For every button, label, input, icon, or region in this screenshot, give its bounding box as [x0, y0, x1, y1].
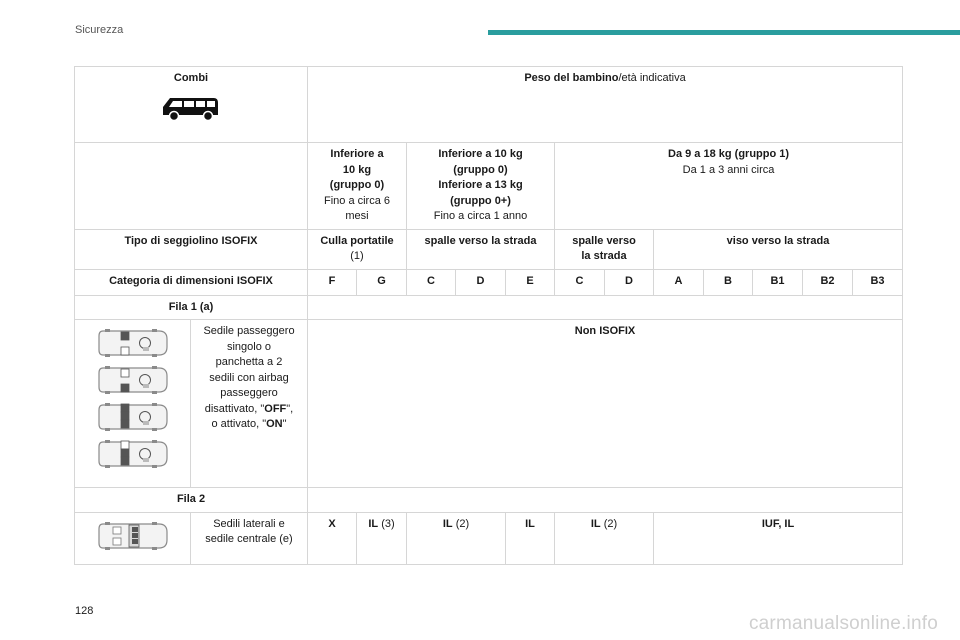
size-class: B1: [753, 269, 803, 295]
size-class: C: [555, 269, 605, 295]
weight-heading-suffix: /età indicativa: [618, 72, 686, 84]
header-accent-bar: [488, 30, 960, 35]
seat-type-note: (1): [350, 250, 364, 262]
group-text: Inferiore a 10 kg: [438, 148, 523, 160]
seat-text: sedile centrale (e): [205, 533, 293, 545]
group-cell: [555, 143, 903, 230]
group-text: (gruppo 0): [329, 179, 385, 191]
isofix-value: [407, 512, 506, 564]
empty-cell: [75, 143, 308, 230]
seat-type: la strada: [581, 250, 627, 262]
seat-text: passeggero: [220, 387, 278, 399]
weight-heading-cell: [308, 67, 903, 143]
empty-cell: [308, 295, 903, 320]
vehicle-cell: [75, 67, 308, 143]
seat-type-cell: [308, 229, 407, 269]
size-class: G: [357, 269, 407, 295]
section-title: Sicurezza: [75, 24, 124, 36]
size-class-label: Categoria di dimensioni ISOFIX: [75, 269, 308, 295]
table-row: [75, 229, 903, 269]
table-row: [75, 512, 903, 564]
group-age: mesi: [345, 210, 369, 222]
seat-text: [194, 417, 304, 433]
seat-text: panchetta a 2: [215, 356, 283, 368]
table-row: [75, 320, 903, 488]
size-class: A: [654, 269, 704, 295]
group-age: Fino a circa 1 anno: [433, 210, 528, 222]
value-note: (2): [452, 517, 470, 530]
row-label: Fila 2: [75, 488, 308, 513]
size-class: B2: [803, 269, 853, 295]
seat-type: viso verso la strada: [654, 229, 903, 269]
airbag-off-label: OFF: [264, 402, 287, 415]
row-label: Fila 1 (a): [75, 295, 308, 320]
table-row: [75, 295, 903, 320]
seat-text: Sedile passeggero: [203, 325, 295, 337]
table-row: [75, 67, 903, 143]
value-code: IL: [525, 517, 535, 530]
size-class: C: [407, 269, 456, 295]
size-class: F: [308, 269, 357, 295]
size-class: E: [506, 269, 555, 295]
seat-diagram-icon: [97, 519, 169, 553]
seat-text: [194, 402, 304, 418]
van-side-icon: [160, 93, 222, 123]
seat-type-cell: [555, 229, 654, 269]
seat-type: spalle verso: [572, 234, 636, 247]
value-code: X: [328, 517, 336, 530]
group-text: Inferiore a 13 kg: [438, 179, 523, 191]
size-class: D: [605, 269, 654, 295]
seat-description: [191, 320, 308, 488]
table-row: [75, 269, 903, 295]
value-code: IUF, IL: [761, 517, 795, 530]
group-text: Inferiore a: [330, 148, 384, 160]
weight-heading: Peso del bambino: [524, 72, 619, 84]
seat-diagram-icon: [97, 326, 169, 360]
isofix-value: [506, 512, 555, 564]
seat-diagram-icon: [97, 400, 169, 434]
seat-text-part: disattivato, ": [204, 402, 265, 415]
seat-type: Culla portatile: [320, 234, 394, 247]
seat-text: singolo o: [226, 340, 272, 353]
seat-description: [191, 512, 308, 564]
seat-type-label: Tipo di seggiolino ISOFIX: [75, 229, 308, 269]
seat-diagram-cell: [75, 320, 191, 488]
seat-type: spalle verso la strada: [407, 229, 555, 269]
group-age: Da 1 a 3 anni circa: [682, 163, 775, 176]
group-text: (gruppo 0+): [450, 194, 511, 207]
seat-text-part: ": [282, 418, 287, 430]
value-code: IL: [590, 517, 601, 530]
vehicle-label: Combi: [173, 72, 209, 84]
empty-cell: [308, 488, 903, 513]
group-text: (gruppo 0): [453, 163, 508, 176]
value-code: IL: [442, 517, 453, 530]
table-row: [75, 488, 903, 513]
group-age: Fino a circa 6: [323, 194, 391, 207]
value-note: (2): [600, 517, 618, 530]
seat-text: sedili con airbag: [209, 371, 289, 384]
size-class: B3: [853, 269, 903, 295]
value-code: IL: [368, 517, 379, 530]
group-cell: [407, 143, 555, 230]
size-class: D: [456, 269, 506, 295]
isofix-table: [74, 66, 903, 565]
isofix-value: [357, 512, 407, 564]
seat-text-part: o attivato, ": [211, 418, 267, 430]
isofix-value: [654, 512, 903, 564]
seat-text: Sedili laterali e: [213, 517, 285, 530]
group-text: 10 kg: [342, 163, 372, 176]
page-number: 128: [75, 605, 94, 617]
seat-diagram-icon: [97, 437, 169, 471]
group-cell: [308, 143, 407, 230]
seat-diagram-cell: [75, 512, 191, 564]
size-class: B: [704, 269, 753, 295]
group-text: Da 9 a 18 kg (gruppo 1): [668, 148, 790, 160]
table-row: [75, 143, 903, 230]
watermark: carmanualsonline.info: [748, 613, 938, 634]
airbag-on-label: ON: [266, 418, 283, 430]
row1-value: Non ISOFIX: [308, 320, 903, 488]
seat-diagram-icon: [97, 363, 169, 397]
seat-text-part: ",: [286, 402, 294, 415]
isofix-value: [555, 512, 654, 564]
isofix-value: [308, 512, 357, 564]
value-note: (3): [378, 517, 395, 530]
